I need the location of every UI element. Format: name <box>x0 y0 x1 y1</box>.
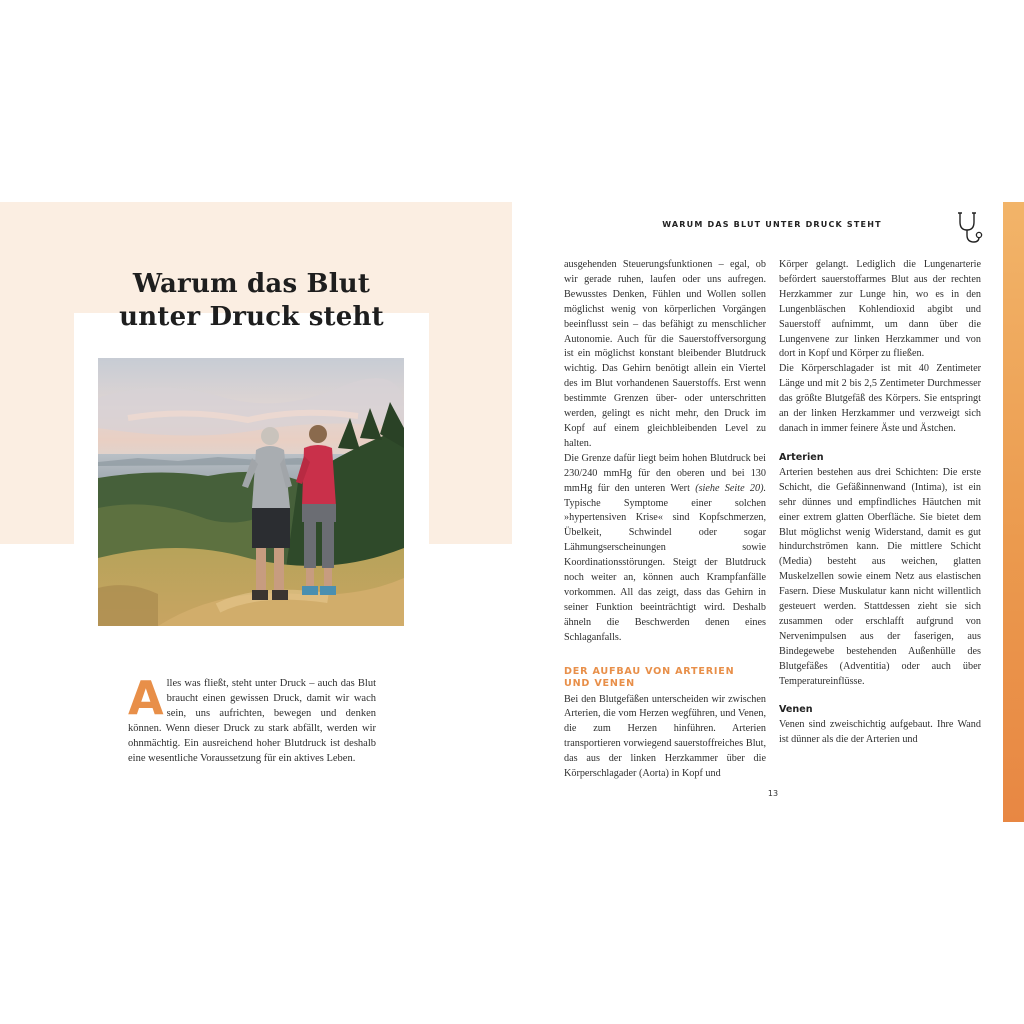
running-header: WARUM DAS BLUT UNTER DRUCK STEHT <box>662 220 882 229</box>
column2-paragraph-1: Körper gelangt. Lediglich die Lungenarterie befördert sauerstoffarmes Blut aus der rechten Herzkammer zur Lunge hin, wo es in den Lungenbläschen Kohlendioxid abgibt und Sauerstoff aufnimmt, um dann über die Lungenvene zur linken Herzkammer und von dort in Kopf und Körper zu fließen. <box>779 259 981 360</box>
column1-paragraph-2 <box>564 452 766 646</box>
column1-paragraph-2-text-b: Typische Symptome einer solchen »hypertensiven Krise« sind Kopfschmerzen, Übelkeit, Schwindel oder sogar Lähmungserscheinungen sowie Koordinationsstörungen. Steigt der Blutdruck noch weiter an, können auch Krampfanfälle vorkommen. All das zeigt, dass das Gehirn in seiner Funktion beeinträchtigt wird. Deshalb ähneln die Beschwerden denen eines Schlaganfalls. <box>564 497 766 643</box>
column1-paragraph-1: ausgehenden Steuerungsfunktionen – egal, ob wir gerade ruhen, laufen oder uns aufregen. Bewusstes Denken, Fühlen und Wollen sollen möglichst wenig von körperlichen Vorgängen beeinflusst sein – das befähigt zu menschlicher Autonomie. Auch für die Sauerstoffversorgung ist ein möglichst konstant bleibender Blutdruck wichtig. Das Gehirn benötigt allein ein Viertel des im Blut vorhandenen Sauerstoffs. Erst wenn bestimmte Grenzen über- oder unterschritten werden, gelingt es nicht mehr, den Druck im Kopf auf einem gleichbleibenden Level zu halten. <box>564 259 766 449</box>
page-title <box>74 268 429 334</box>
text-column-2 <box>779 258 981 748</box>
landscape-photo <box>98 358 404 626</box>
column2-paragraph-2: Die Körperschlagader ist mit 40 Zentimeter Länge und mit 2 bis 2,5 Zentimeter Durchmesser das größte Blutgefäß des Körpers. Sie entspringt an der linken Herzkammer und verzweigt sich danach in immer feinere Äste und Ästchen. <box>779 363 981 434</box>
column1-paragraph-2-text-a: Die Grenze dafür liegt beim hohen Blutdruck bei 230/240 mmHg für den oberen und bei 130 mmHg für den unteren Wert <box>564 452 766 494</box>
page-title-line-1: Warum das Blut <box>132 269 371 299</box>
subheading-arterien: Arterien <box>779 451 824 463</box>
landscape-photo-illustration <box>98 358 404 626</box>
text-column-1 <box>564 258 766 782</box>
column2-paragraph-4: Venen sind zweischichtig aufgebaut. Ihre Wand ist dünner als die der Arterien und <box>779 719 981 746</box>
section-heading-line-2: UND VENEN <box>564 678 635 690</box>
chapter-thumb-tab <box>1003 202 1024 822</box>
intro-text: lles was fließt, steht unter Druck – auch das Blut braucht einen gewissen Druck, damit wir wach sein, uns aufrichten, bewegen und denken können. Wenn dieser Druck zu stark abfällt, werden wir ohnmächtig. Ein ausreichend hoher Blutdruck ist deshalb eine wesentliche Voraussetzung für ein aktives Leben. <box>128 678 376 765</box>
column1-paragraph-3: Bei den Blutgefäßen unterscheiden wir zwischen Arterien, die vom Herzen wegführen, und Venen, die zum Herzen hinführen. Arterien transportieren vorwiegend sauerstoffreiches Blut, das aus der linken Herzkammer über die Körperschlagader (Aorta) in Kopf und <box>564 693 766 780</box>
page-number: 13 <box>767 789 779 798</box>
stethoscope-icon <box>954 210 984 246</box>
column2-paragraph-3: Arterien bestehen aus drei Schichten: Die erste Schicht, die Gefäßinnenwand (Intima), ist ein sehr dünnes und empfindliches Häutchen mit einer extrem glatten Oberfläche. Sie bietet dem Blut möglichst wenig Widerstand, damit es gut hindurchströmen kann. Die mittlere Schicht (Media) besteht aus weichen, glatten Muskelzellen sowie einem Netz aus elastischen Fasern. Diese Muskulatur kann nicht willentlich gesteuert werden. Stattdessen zieht sie sich zusammen oder erschlafft aufgrund von Nervenimpulsen aus der faserigen, aus Bindegewebe bestehenden Außenhülle des Blutgefäßes (Adventitia) oder auch über Temperatureinflüsse. <box>779 466 981 687</box>
subheading-venen: Venen <box>779 704 813 716</box>
section-heading-arterien-venen <box>564 666 766 691</box>
intro-paragraph <box>128 671 376 767</box>
page-title-line-2: unter Druck steht <box>119 302 384 332</box>
page-reference: (siehe Seite 20). <box>695 482 767 494</box>
drop-cap-letter: A <box>128 671 164 725</box>
section-heading-line-1: DER AUFBAU VON ARTERIEN <box>564 665 735 677</box>
